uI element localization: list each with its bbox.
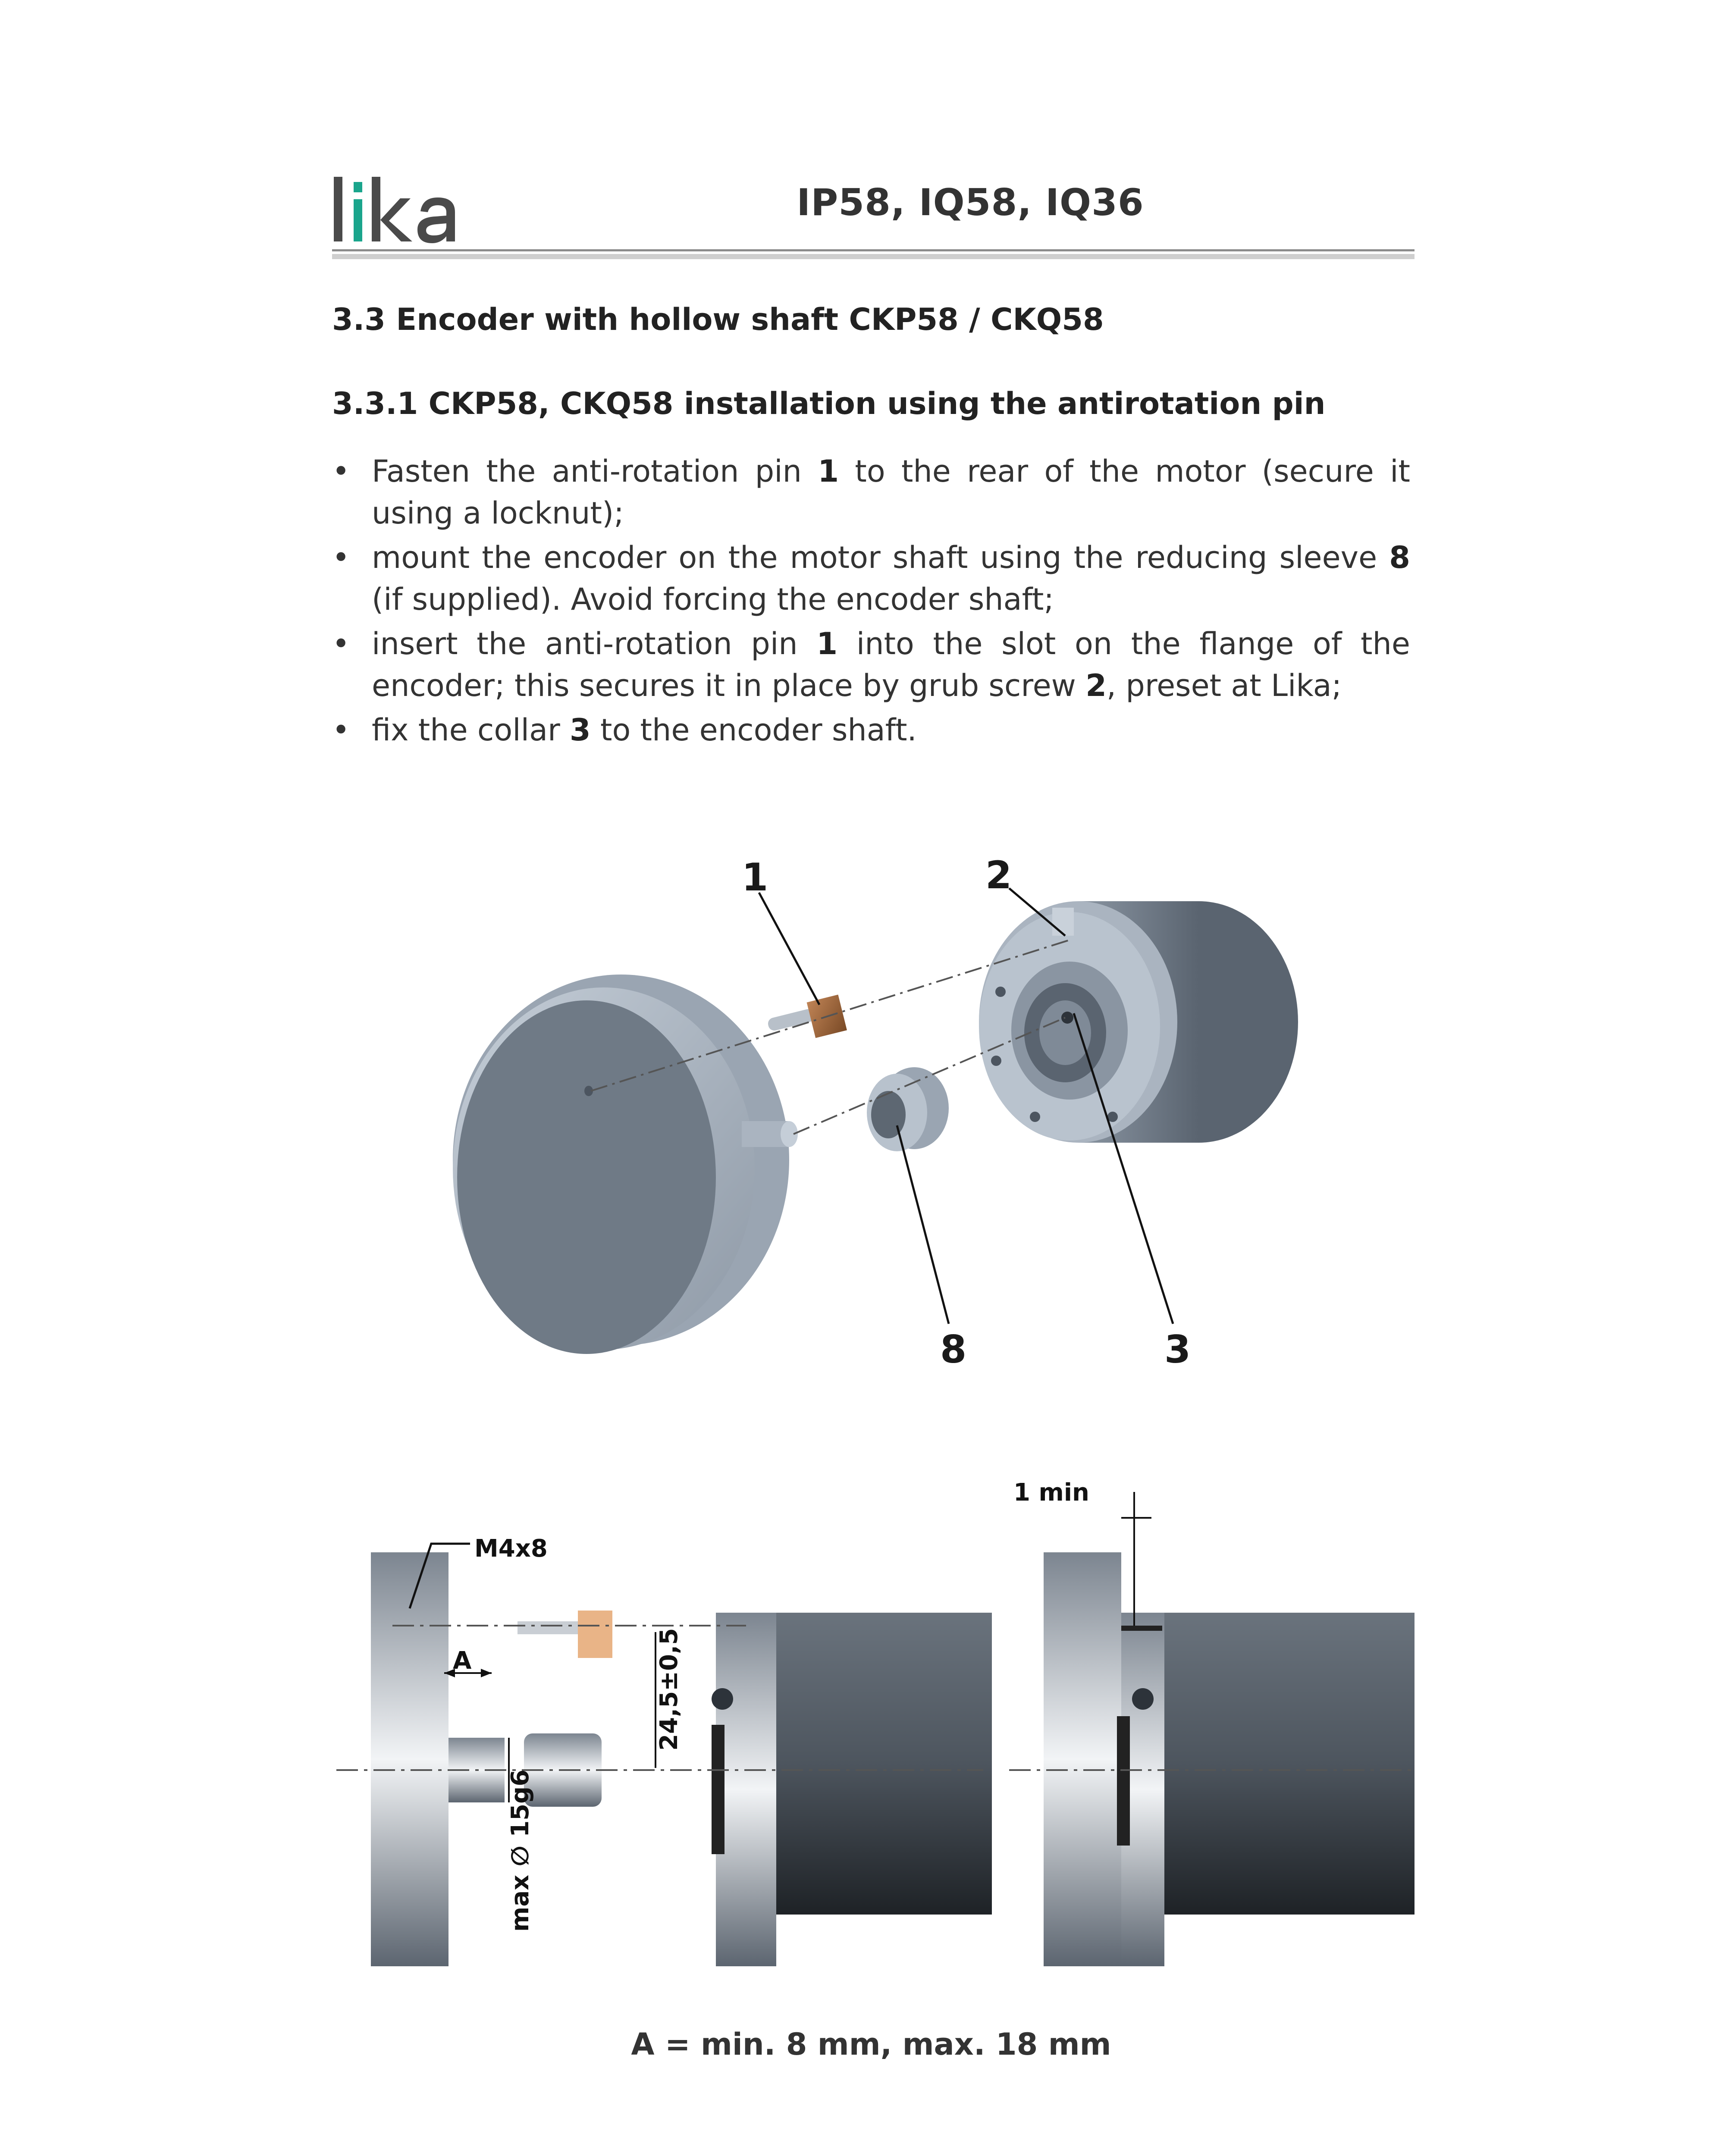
sectional-drawing [336,1466,1414,1984]
header-rule [332,249,1414,251]
section-heading: 3.3 Encoder with hollow shaft CKP58 / CKQ58 [332,302,1104,337]
reducing-sleeve [867,1067,949,1151]
dimension-gap: 1 min [1013,1479,1089,1507]
screw-label: M4x8 [474,1535,548,1563]
dimension-shaft: max ∅ 15g6 [506,1769,534,1932]
list-item: • fix the collar 3 to the encoder shaft. [332,709,1410,751]
dimension-height: 24,5±0,5 [655,1628,683,1751]
callout-1: 1 [742,855,768,899]
list-item: • mount the encoder on the motor shaft using the reducing sleeve 8 (if supplied). Avoid forcing the encoder shaft; [332,537,1410,620]
section-left [371,1552,992,1966]
subsection-heading: 3.3.1 CKP58, CKQ58 installation using the antirotation pin [332,386,1326,421]
list-item: • Fasten the anti-rotation pin 1 to the rear of the motor (secure it using a locknut); [332,451,1410,534]
dimension-a: A [453,1647,472,1675]
document-title: IP58, IQ58, IQ36 [797,181,1144,224]
installation-steps [332,451,1410,754]
encoder-body [979,901,1298,1143]
figure-caption: A = min. 8 mm, max. 18 mm [631,2027,1111,2062]
callout-2: 2 [985,853,1012,897]
motor-flange [453,975,798,1354]
header-rule-shadow [332,254,1414,259]
callout-3: 3 [1164,1327,1191,1372]
exploded-installation-figure [440,849,1302,1393]
lika-logo [332,172,461,246]
section-right [1044,1552,1414,1966]
callout-8: 8 [940,1327,967,1372]
list-item: • insert the anti-rotation pin 1 into the slot on the flange of the encoder; this secures it in place by grub screw 2, preset at Lika; [332,623,1410,707]
